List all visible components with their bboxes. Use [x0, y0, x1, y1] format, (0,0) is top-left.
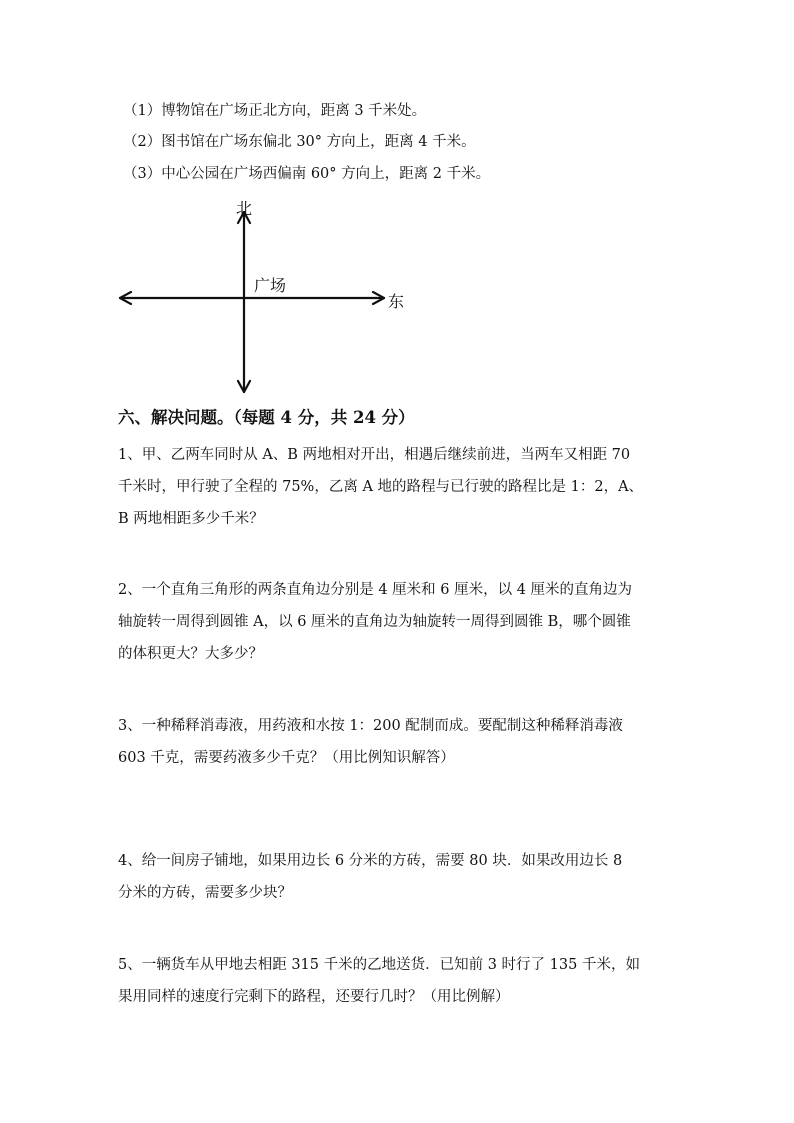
problem-2-line-2: 轴旋转一周得到圆锥 A，以 6 厘米的直角边为轴旋转一周得到圆锥 B，哪个圆锥 [118, 614, 631, 630]
section-heading: 六、解决问题。（每题 4 分，共 24 分） [118, 408, 415, 427]
problem-2-line-3: 的体积更大？大多少？ [118, 646, 263, 662]
condition-1: （1）博物馆在广场正北方向，距离 3 千米处。 [123, 103, 427, 119]
problem-4-line-1: 4、给一间房子铺地，如果用边长 6 分米的方砖，需要 80 块．如果改用边长 8 [118, 853, 623, 869]
condition-2: （2）图书馆在广场东偏北 30° 方向上，距离 4 千米。 [123, 134, 476, 150]
north-label: 北 [236, 199, 253, 218]
problem-5-line-2: 果用同样的速度行完剩下的路程，还要行几时？（用比例解） [118, 989, 510, 1005]
problem-1-line-3: B 两地相距多少千米？ [118, 511, 264, 527]
problem-2-line-1: 2、一个直角三角形的两条直角边分别是 4 厘米和 6 厘米，以 4 厘米的直角边为 [118, 582, 633, 598]
problem-3-line-1: 3、一种稀释消毒液，用药液和水按 1：200 配制而成。要配制这种稀释消毒液 [118, 718, 623, 734]
problem-1-line-1: 1、甲、乙两车同时从 A、B 两地相对开出，相遇后继续前进，当两车又相距 70 [118, 447, 631, 463]
east-label: 东 [388, 292, 405, 311]
square-label: 广场 [254, 276, 287, 295]
problem-5-line-1: 5、一辆货车从甲地去相距 315 千米的乙地送货．已知前 3 时行了 135 千米，如 [118, 957, 640, 973]
problem-1-line-2: 千米时，甲行驶了全程的 75%，乙离 A 地的路程与已行驶的路程比是 1：2，A、 [118, 479, 644, 495]
problem-4-line-2: 分米的方砖，需要多少块？ [118, 885, 292, 901]
condition-3: （3）中心公园在广场西偏南 60° 方向上，距离 2 千米。 [123, 166, 491, 182]
problem-3-line-2: 603 千克，需要药液多少千克？（用比例知识解答） [118, 750, 455, 766]
